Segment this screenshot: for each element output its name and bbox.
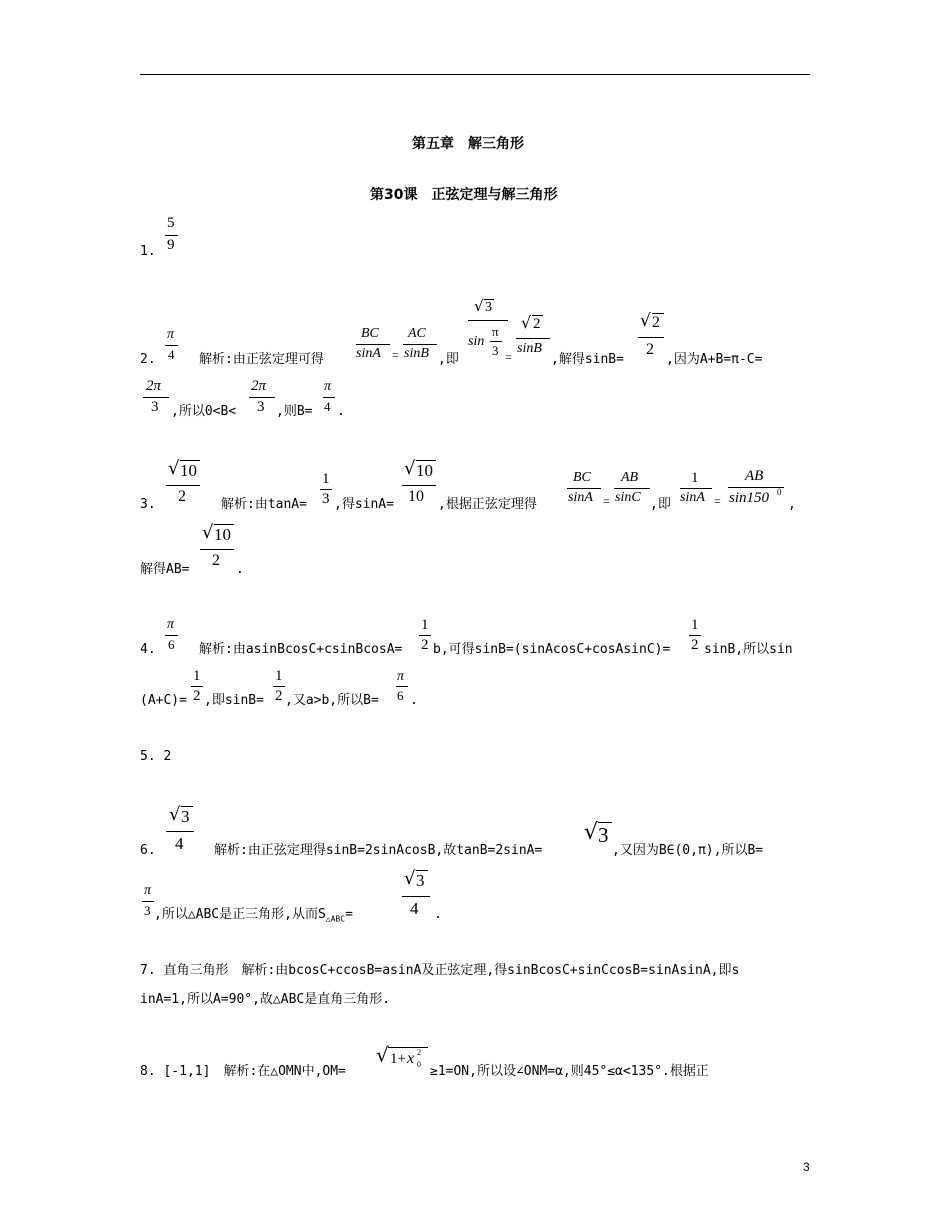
item-3-f6-numerator: AB [745,468,764,484]
item-2-f5-bar [638,337,664,338]
item-3-text-3: ,根据正弦定理得 [438,497,537,512]
item-2-f3-radical-icon: √ [474,297,484,315]
item-3-answer-bar [166,485,200,486]
item-2-f6-numerator: 2π [146,378,162,394]
item-3-f3-denominator: sinA [568,490,593,505]
item-4-f4-denominator: 2 [275,688,283,704]
item-2-text-5: ,所以0<B< [171,404,237,419]
item-4-f3-bar [191,686,203,687]
item-8-x: x [407,1050,415,1067]
item-4-number: 4. [140,642,156,657]
item-7-line-1: 7. 直角三角形 解析:由bcosC+ccosB=asinA及正弦定理,得sinBcosC+sinCcosB=sinAsinA,即s [140,963,740,978]
item-8-x-sub: 0 [417,1060,421,1069]
item-2-f4-radical-icon: √ [521,313,532,332]
item-6-answer-radical-icon: √ [169,804,181,825]
item-4-text-2: b,可得sinB=(sinAcosC+cosAsinC)= [433,642,671,657]
item-4-f4-bar [273,686,285,687]
item-3-equals-2: = [714,494,721,508]
item-3-f1-denominator: 3 [322,491,330,507]
item-2-f7-numerator: 2π [251,378,267,394]
item-4-text-1: 解析:由asinBcosC+csinBcosA= [199,642,403,657]
item-3-f7-bar [200,549,234,550]
item-3-f4-denominator: sinC [615,490,641,505]
item-3-answer-radical-icon: √ [168,458,180,479]
item-3-f3-numerator: BC [573,470,591,485]
item-8-text-2: ≥1=ON,所以设∠ONM=α,则45°≤α<135°.根据正 [430,1064,709,1079]
item-4-f1-denominator: 2 [421,637,429,653]
item-2-f7-bar [249,397,275,398]
item-3-f2-radicand: 10 [416,461,433,480]
item-2-text-7: . [337,404,345,419]
item-2-f4-bar [516,338,550,339]
item-3-f3-bar [567,488,601,489]
item-4-f5-bar [396,686,408,687]
item-3-f2-radical-icon: √ [404,458,416,479]
item-3-answer-radicand: 10 [180,461,197,480]
item-2-f5-denominator: 2 [646,341,654,358]
item-3-answer-denominator: 2 [178,488,186,505]
item-2-f3-pi-denominator: 3 [492,343,499,358]
item-2-answer-denominator: 4 [168,347,175,362]
item-2-f7-denominator: 3 [257,399,265,415]
item-2-f6-bar [143,397,169,398]
item-4-text-3: sinB,所以sin [704,642,793,657]
item-2-text-1: 解析:由正弦定理可得 [199,352,324,367]
item-6-f2-radicand: 3 [416,871,425,890]
item-2-answer-bar [165,345,178,346]
item-2-answer-numerator: π [167,327,175,342]
item-3-f1-bar [320,489,332,490]
item-6-answer-denominator: 4 [175,834,184,853]
item-3-text-2: ,得sinA= [334,497,394,512]
item-8-text-1: 8. [-1,1] 解析:在△OMN中,OM= [140,1064,346,1079]
item-2-f2-numerator: AC [408,326,426,341]
item-8-x-sup: 2 [417,1048,421,1057]
item-3-text-1: 解析:由tanA= [221,497,307,512]
item-4-f3-numerator: 1 [193,668,201,684]
item-4-f3-denominator: 2 [193,688,201,704]
item-3-f2-denominator: 10 [408,488,424,505]
item-3-f2-bar [402,485,436,486]
item-2-f6-denominator: 3 [151,399,159,415]
item-2-f2-denominator: sinB [404,346,429,361]
item-6-number: 6. [140,843,156,858]
item-6-f2-bar [402,896,430,897]
item-2-f4-denominator: sinB [517,341,542,356]
item-6-f1-denominator: 3 [144,903,151,918]
item-3-equals-1: = [603,494,610,508]
chapter-title: 第五章 解三角形 [412,136,524,152]
item-2-f3-radicand: 3 [485,300,492,315]
item-3-f6-bar [728,487,784,488]
item-3-f5-bar [680,488,712,489]
item-2-f3-sin: sin [468,334,485,349]
item-3-text-6: 解得AB= [140,562,190,577]
item-6-answer-bar [166,831,194,832]
item-6-f1-numerator: π [144,883,152,898]
item-8-overline [388,1047,428,1048]
item-2-f8-numerator: π [324,379,332,394]
item-4-f1-numerator: 1 [421,617,429,633]
item-6-text-2: ,又因为B∈(0,π),所以B= [612,843,764,858]
item-3-f7-radicand: 10 [214,525,231,544]
item-2-text-4: ,因为A+B=π-C= [666,352,763,367]
item-4-text-4: (A+C)= [140,693,187,708]
item-5: 5. 2 [140,749,172,764]
item-3-f6-degree-sup: 0 [777,487,782,497]
item-1-answer-numerator: 5 [167,215,175,231]
item-8-radical-icon: √ [376,1043,389,1067]
item-3-text-4: ,即 [650,497,671,512]
item-2-f3-pi-numerator: π [492,324,499,339]
item-3-f5-denominator: sinA [680,490,705,505]
item-6-text-3 [154,907,353,928]
item-4-text-7: . [410,693,418,708]
item-6-text-4: . [434,907,442,922]
item-7-line-2: inA=1,所以A=90°,故△ABC是直角三角形. [140,992,391,1007]
page-number: 3 [803,1160,810,1174]
item-2-f1-bar [356,344,390,345]
item-4-f4-numerator: 1 [275,668,283,684]
item-2-text-3: ,解得sinB= [551,352,624,367]
item-6-text-3-equals: = [345,907,353,922]
header-rule [140,74,810,75]
item-6-f2-radical-icon: √ [404,868,416,889]
item-6-f1-bar [142,901,154,902]
item-3-text-5: , [788,497,796,512]
item-2-f8-denominator: 4 [324,399,331,414]
item-3-f6-denominator: sin150 [729,490,770,506]
item-2-f2-bar [403,344,437,345]
item-1-answer-denominator: 9 [167,237,175,253]
item-6-text-3-main: ,所以△ABC是正三角形,从而S [154,907,326,922]
item-3-f4-bar [614,488,650,489]
item-6-answer-radicand: 3 [181,807,190,826]
item-4-answer-denominator: 6 [168,637,175,652]
item-2-f5-radical-icon: √ [640,311,651,331]
item-2-text-2: ,即 [438,352,459,367]
item-6-f2-denominator: 4 [410,899,419,918]
item-6-root-radical-icon: √ [584,820,599,845]
item-4-text-6: ,又a>b,所以B= [285,693,379,708]
item-3-f5-numerator: 1 [691,470,699,486]
item-2-f5-radicand: 2 [652,314,660,331]
item-3-number: 3. [140,497,156,512]
item-3-f4-numerator: AB [621,470,639,485]
item-6-root-radicand: 3 [598,823,609,847]
item-2-f8-bar [323,397,335,398]
item-4-f1-bar [419,635,431,636]
item-2-f1-denominator: sinA [356,346,381,361]
item-2-f4-radicand: 2 [533,316,541,332]
item-4-f5-numerator: π [397,669,405,684]
item-4-answer-numerator: π [167,617,175,632]
item-3-f1-numerator: 1 [322,471,330,487]
item-4-text-5: ,即sinB= [204,693,264,708]
lesson-title: 第30课 正弦定理与解三角形 [370,187,558,203]
item-2-equals-1: = [392,348,399,362]
item-3-f7-radical-icon: √ [202,522,214,543]
item-8-radicand: 1+ [390,1051,406,1067]
item-2-f3-bar [468,320,508,321]
item-4-f5-denominator: 6 [397,688,404,703]
item-2-f1-numerator: BC [361,326,379,341]
item-2-f3-pi-bar [490,341,502,342]
item-4-f2-numerator: 1 [691,617,699,633]
item-2-number: 2. [140,352,156,367]
item-6-text-1: 解析:由正弦定理得sinB=2sinAcosB,故tanB=2sinA= [214,843,543,858]
item-4-f2-bar [689,635,701,636]
item-2-text-6: ,则B= [276,404,313,419]
item-4-answer-bar [165,635,178,636]
item-1-fraction-bar [165,235,178,236]
item-1-number: 1. [140,244,156,259]
item-3-text-7: . [236,562,244,577]
item-6-text-3-subscript: △ABC [325,914,346,924]
item-3-f7-denominator: 2 [212,552,220,569]
item-2-equals-2: = [505,350,512,364]
item-4-f2-denominator: 2 [691,637,699,653]
